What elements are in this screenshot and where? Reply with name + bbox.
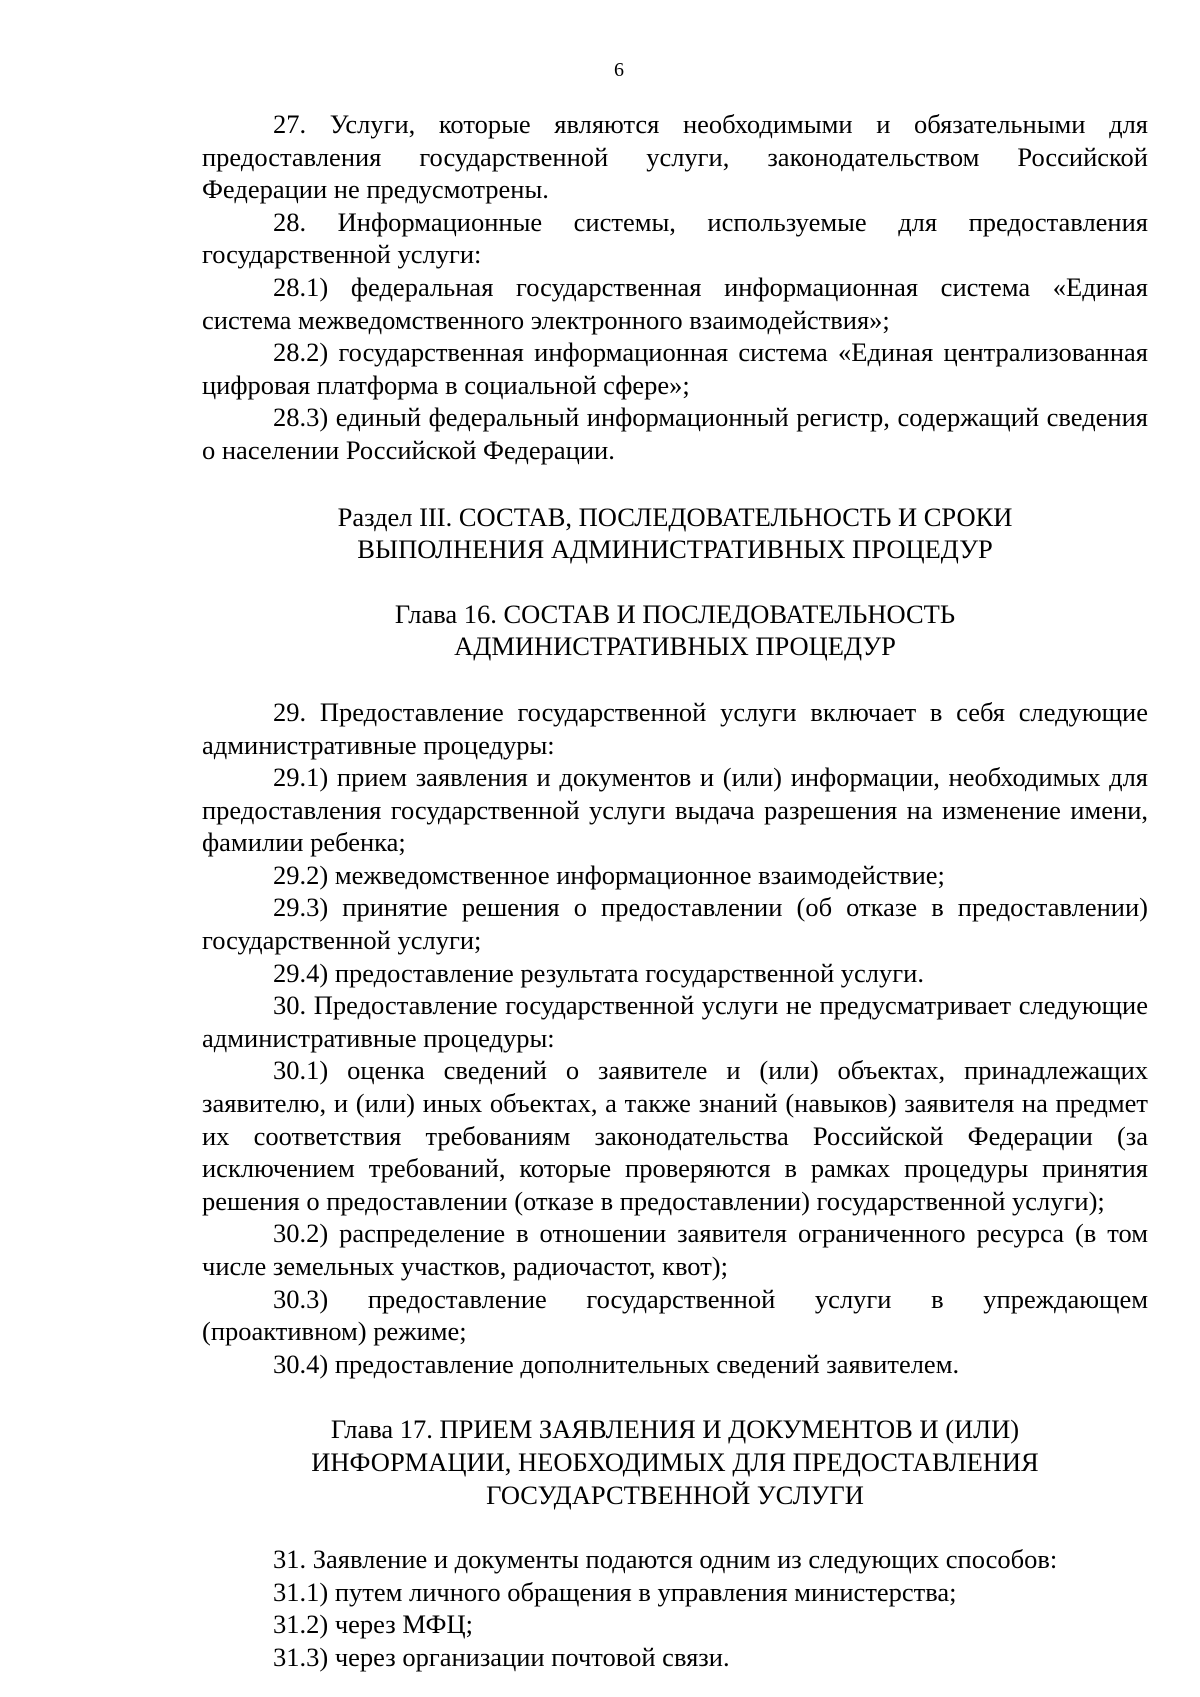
chapter-heading-line: ГОСУДАРСТВЕННОЙ УСЛУГИ: [486, 1479, 864, 1510]
paragraph-29: 29. Предоставление государственной услуги включает в себя следующие административные процедуры:: [202, 696, 1148, 760]
section-heading-line: ВЫПОЛНЕНИЯ АДМИНИСТРАТИВНЫХ ПРОЦЕДУР: [357, 534, 993, 565]
document-body: [202, 108, 1148, 1674]
page-number: 6: [614, 59, 624, 81]
chapter-16-heading: [202, 598, 1148, 663]
paragraph-31-2: 31.2) через МФЦ;: [273, 1609, 473, 1640]
chapter-17-heading: [202, 1413, 1148, 1511]
paragraph-28: 28. Информационные системы, используемые для предоставления государственной услуги:: [202, 206, 1148, 270]
paragraph-29-3: 29.3) принятие решения о предоставлении (об отказе в предоставлении) государственной услуги;: [202, 892, 1148, 956]
paragraph-30: 30. Предоставление государственной услуги не предусматривает следующие административные процедуры:: [202, 990, 1148, 1053]
paragraph-30-3: 30.3) предоставление государственной услуги в упреждающем (проактивном) режиме;: [202, 1283, 1148, 1347]
paragraph-29-2: 29.2) межведомственное информационное взаимодействие;: [273, 859, 945, 890]
paragraph-30-2: 30.2) распределение в отношении заявителя ограниченного ресурса (в том числе земельных участков, радиочастот, квот);: [202, 1218, 1148, 1281]
paragraph-28-3: 28.3) единый федеральный информационный регистр, содержащий сведения о населении Российской Федерации.: [202, 402, 1148, 465]
paragraph-31-3: 31.3) через организации почтовой связи.: [273, 1641, 730, 1672]
section-3-heading: [202, 501, 1148, 566]
paragraph-27: 27. Услуги, которые являются необходимыми и обязательными для предоставления государственной услуги, законодательством Российской Федерации не предусмотрены.: [202, 109, 1148, 205]
paragraph-28-2: 28.2) государственная информационная система «Единая централизованная цифровая платформа в социальной сфере»;: [202, 337, 1148, 400]
section-heading-line: Раздел III. СОСТАВ, ПОСЛЕДОВАТЕЛЬНОСТЬ И СРОКИ: [337, 501, 1013, 532]
chapter-heading-line: Глава 16. СОСТАВ И ПОСЛЕДОВАТЕЛЬНОСТЬ: [394, 598, 956, 629]
chapter-heading-line: АДМИНИСТРАТИВНЫХ ПРОЦЕДУР: [454, 631, 896, 662]
chapter-heading-line: ИНФОРМАЦИИ, НЕОБХОДИМЫХ ДЛЯ ПРЕДОСТАВЛЕНИЯ: [311, 1446, 1039, 1477]
paragraph-31-1: 31.1) путем личного обращения в управления министерства;: [273, 1576, 957, 1607]
paragraph-29-4: 29.4) предоставление результата государственной услуги.: [273, 957, 924, 988]
paragraph-29-1: 29.1) прием заявления и документов и (или) информации, необходимых для предоставления государственной услуги выдача разрешения на изменение имени, фамилии ребенка;: [202, 762, 1148, 858]
paragraph-30-1: 30.1) оценка сведений о заявителе и (или) объектах, принадлежащих заявителю, и (или) иных объектах, а также знаний (навыков) заявителя на предмет их соответствия требованиям законодательства Российской Федерации (за исключением требований, которые проверяются в рамках процедуры принятия решения о предоставлении (отказе в предоставлении) государственной услуги);: [202, 1055, 1148, 1216]
chapter-heading-line: Глава 17. ПРИЕМ ЗАЯВЛЕНИЯ И ДОКУМЕНТОВ И (ИЛИ): [330, 1414, 1020, 1445]
paragraph-28-1: 28.1) федеральная государственная информационная система «Единая система межведомственного электронного взаимодействия»;: [202, 271, 1148, 335]
paragraph-31: 31. Заявление и документы подаются одним из следующих способов:: [273, 1544, 1058, 1575]
paragraph-30-4: 30.4) предоставление дополнительных сведений заявителем.: [273, 1348, 960, 1379]
